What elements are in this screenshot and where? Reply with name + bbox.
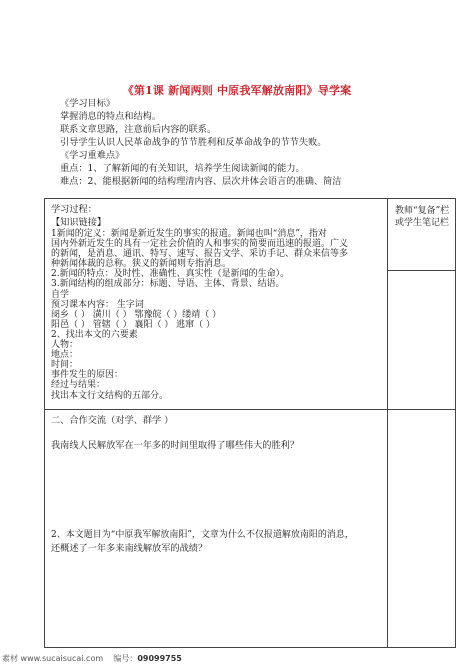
objective-item: 引导学生认识人民革命战争的节节胜利和反革命战争的节节失败。 [60, 137, 327, 148]
doc-title: 《第1课 新闻两则 中原我军解放南阳》导学案 [122, 84, 352, 97]
process-line: 的新闻，是消息、通讯、特写、速写、报告文学、采访手记、群众来信等多 [51, 249, 349, 260]
section2-question-1: 我南线人民解放军在一年多的时间里取得了哪些伟大的胜利？ [51, 440, 300, 451]
process-line: 阳邑（ ） 管辖（ ） 襄阳（ ） 逃窜（ ） [51, 319, 216, 330]
process-line: 时间： [51, 360, 79, 371]
sidebar-divider [387, 270, 455, 271]
section2-question-2b: 还概述了一年多来南线解放军的战绩？ [51, 543, 208, 554]
notes-column-label: 教师“复备”栏或学生笔记栏 [395, 206, 450, 228]
process-line: 3.新闻结构的组成部分：标题、导语、主体、背景、结语。 [51, 279, 285, 290]
objective-item: 掌握消息的特点和结构。 [60, 111, 162, 122]
focus-difficulty: 难点：2、能根据新闻的结构理清内容、层次并体会语言的准确、简洁 [60, 176, 342, 187]
learning-process [51, 203, 383, 229]
footer-watermark [2, 653, 182, 664]
objectives-block [60, 97, 440, 188]
process-line: 找出本文行文结构的五部分。 [51, 390, 169, 401]
worksheet-table [44, 198, 456, 648]
process-line: 经过与结果： [51, 380, 106, 391]
process-line: 预习课本内容： 生字词 [51, 299, 144, 310]
process-line: 阌乡（ ） 潢川（ ） 鄂豫皖（ ）缕靖（ ） [51, 309, 222, 320]
process-line: 自学 [51, 289, 70, 300]
footer-site: 素材 www.sucaisucai.com [2, 654, 104, 663]
process-line: 地点： [51, 350, 79, 361]
section2-question-2a: 2、本文题目为“中原我军解放南阳”，文章为什么不仅报道解放南阳的消息， [51, 530, 354, 540]
section-divider [45, 409, 455, 410]
process-line: 2.新闻的特点：及时性、准确性、真实性（是新闻的生命）。 [51, 269, 290, 280]
focus-key: 重点：1、了解新闻的有关知识，培养学生阅读新闻的能力。 [60, 163, 305, 174]
process-lines [51, 229, 383, 401]
process-line: 人物： [51, 340, 79, 351]
footer-id: 09099755 [137, 654, 182, 663]
process-line: 2、找出本文的六要素 [51, 329, 138, 340]
objective-item: 联系文章思路，注意前后内容的联系。 [60, 124, 217, 135]
process-line: 种新闻体裁的总称。狭义的新闻则专指消息。 [51, 259, 232, 270]
process-line: 国内外新近发生的具有一定社会价值的人和事实的简要而迅速的报道。广义 [51, 239, 349, 250]
footer-id-label: 编号： [113, 654, 138, 663]
section2-heading: 二、合作交流（对学、群学 ） [51, 415, 174, 426]
process-line: 事件发生的原因： [51, 370, 124, 381]
process-line: 1新闻的定义：新闻是新近发生的事实的报道。新闻也叫“消息”，指对 [51, 229, 327, 239]
knowledge-link-heading: 【知识链接】 [51, 217, 107, 228]
process-heading: 学习过程： [51, 204, 97, 215]
column-divider [387, 199, 388, 647]
objectives-heading: 《学习目标》 [60, 98, 116, 109]
focus-heading: 《学习重难点》 [60, 150, 125, 161]
